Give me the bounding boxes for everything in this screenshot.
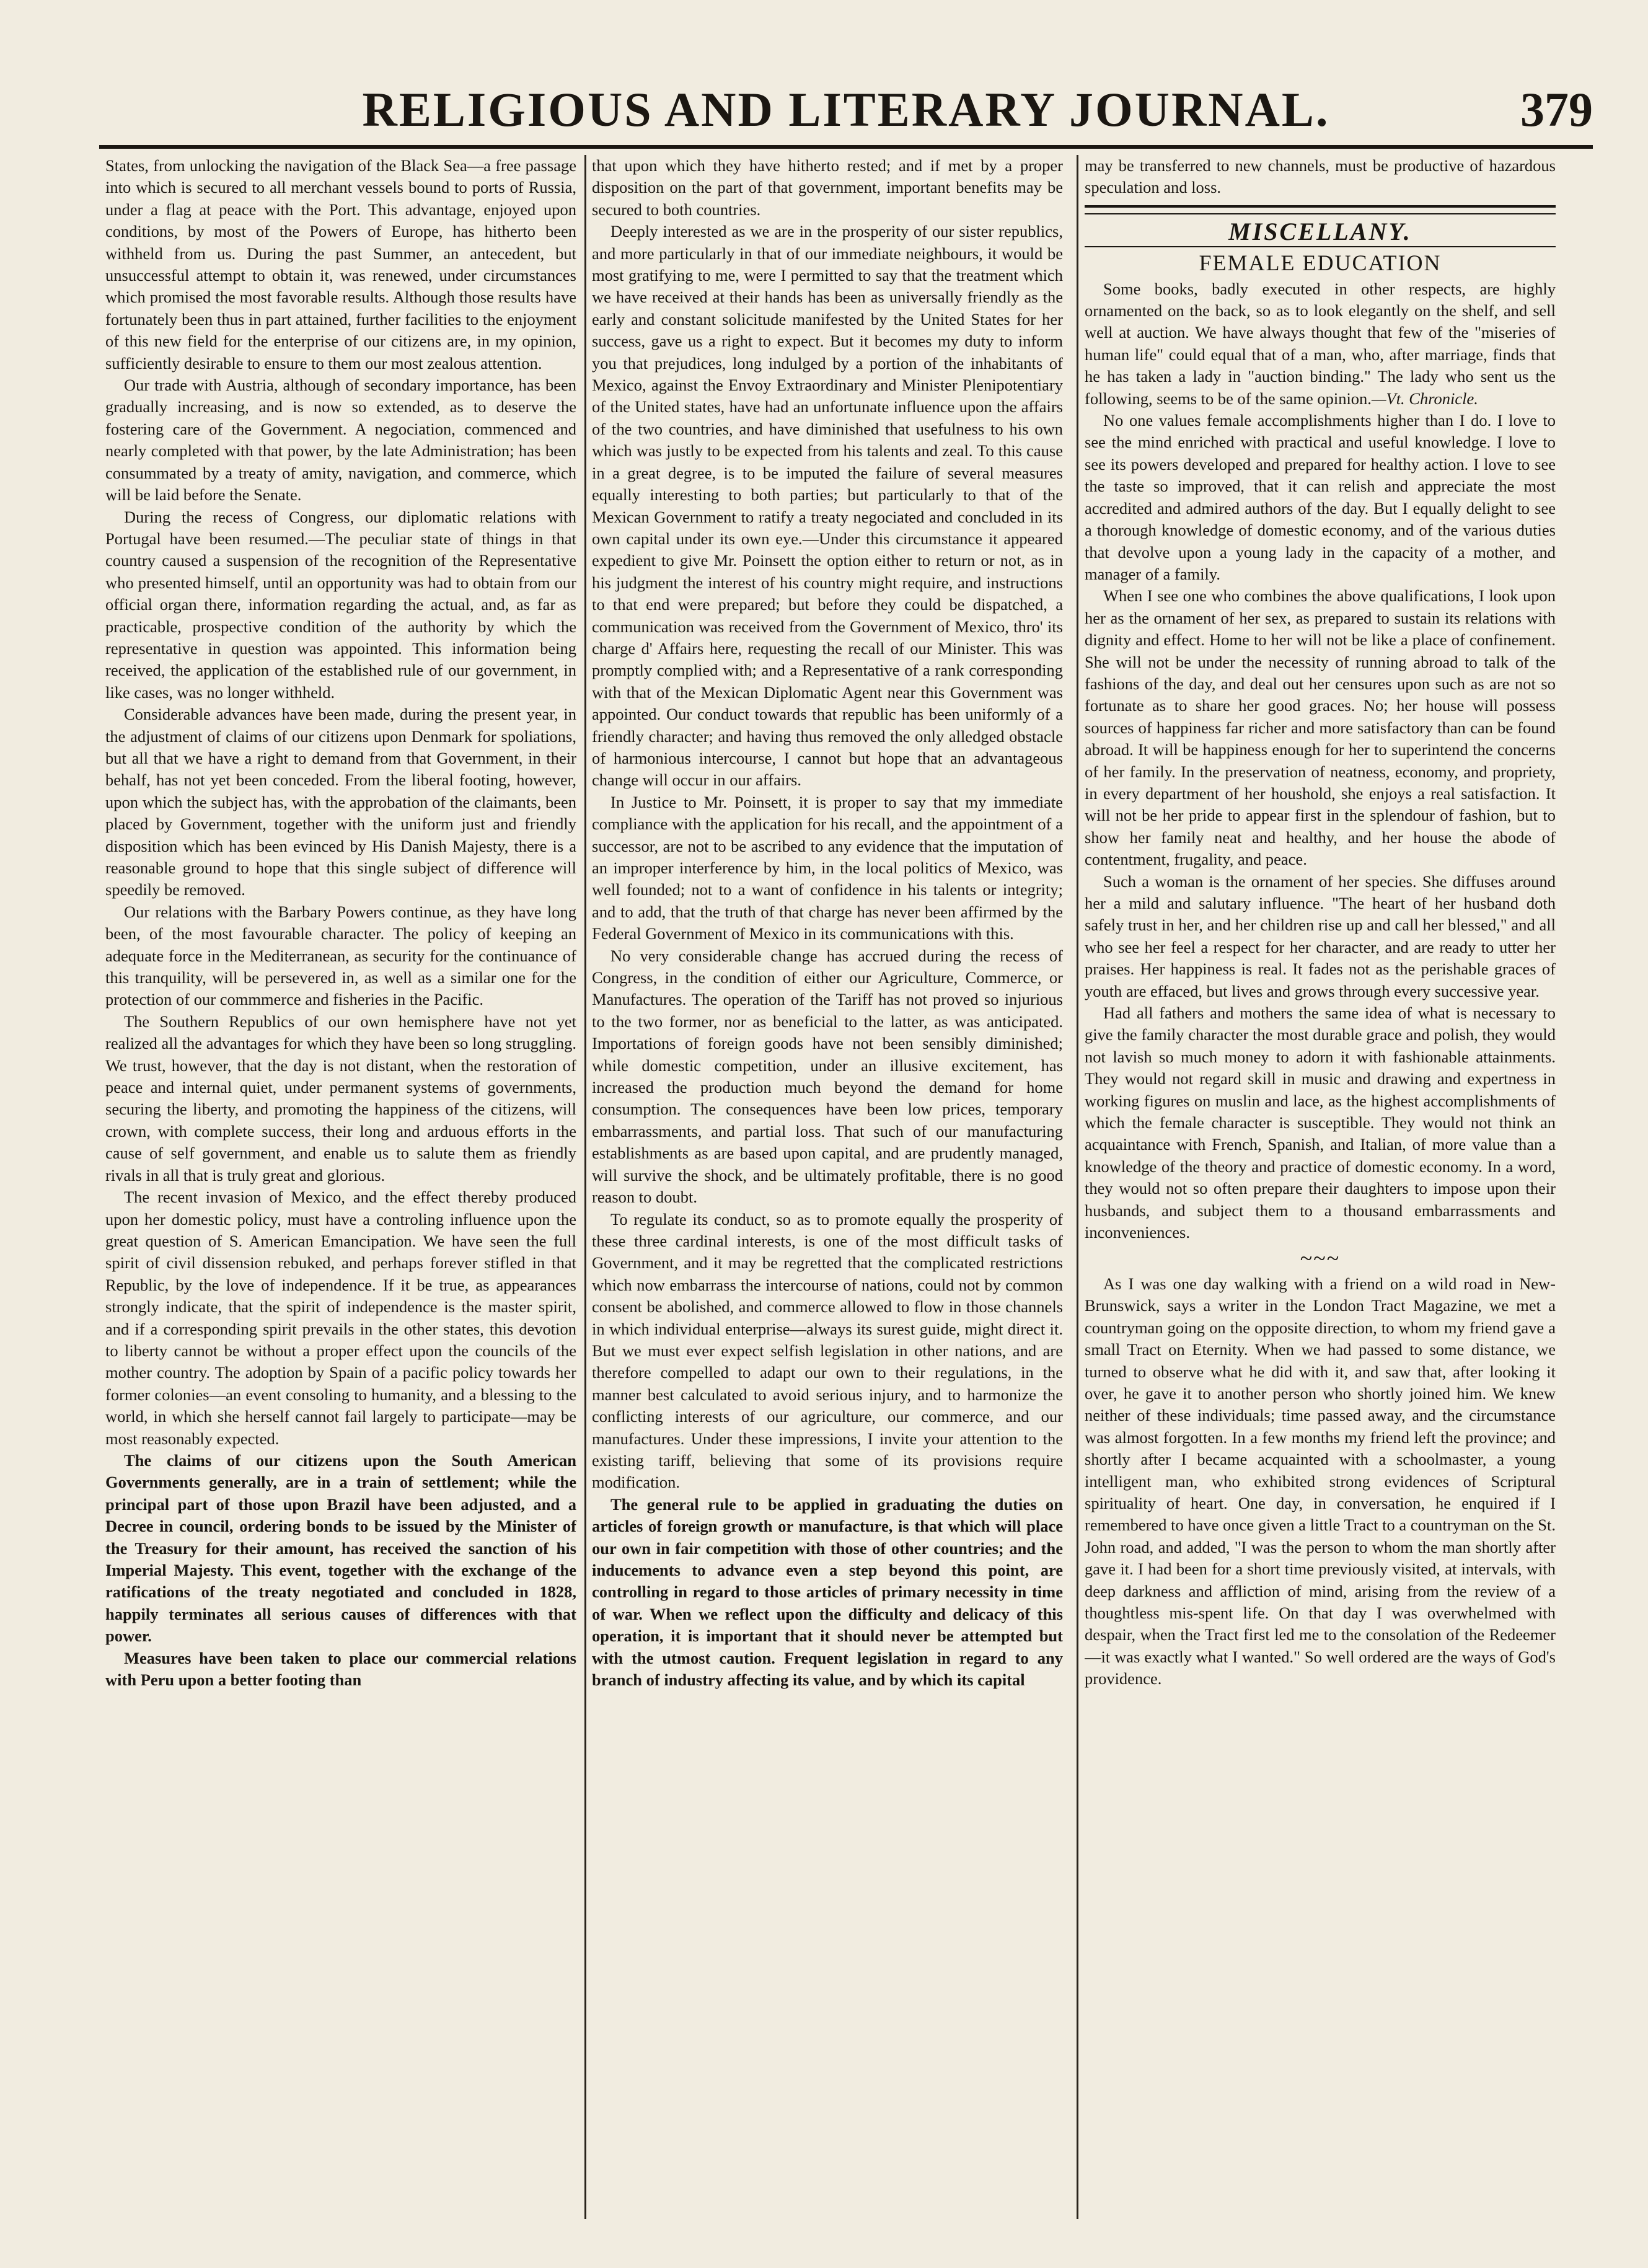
column-middle [592, 155, 1063, 2219]
column-divider [1077, 155, 1078, 2219]
paragraph: As I was one day walking with a friend on a wild road in New-Brunswick, says a writer in the London Tract Magazine, we met a countryman going on the opposite direction, to whom my friend gave a small Tract on Eternity. When we had passed to some distance, we turned to observe what he did with it, and saw that, after looking it over, he gave it to another person who shortly joined him. We knew neither of these individuals; time passed away, and the circumstance was almost forgotten. In a few months my friend left the province; and shortly after I became acquainted with a schoolmaster, a young intelligent man, who exhibited strong evidences of Scriptural spirituality of heart. One day, in conversation, he enquired if I remembered to have once given a little Tract to a countryman on the St. John road, and added, "I was the person to whom the man shortly after gave it. I had been for a short time previously visited, at intervals, with deep darkness and affliction of mind, arising from the review of a thoughtless mis-spent life. On that day I was overwhelmed with despair, when the Tract first led me to the consolation of the Redeemer—it was exactly what I wanted." So well ordered are the ways of God's providence. [1085, 1274, 1556, 1688]
intro-text: Some books, badly executed in other respects, are highly ornamented on the back, so as to look elegantly on the shelf, and sell well at auction. We have always thought that few of the "miseries of human life" could equal that of a man, who, after marriage, finds that he has taken a lady in "auction binding." The lady who sent us the following, seems to be of the same opinion. [1085, 279, 1556, 408]
paragraph: The claims of our citizens upon the South American Governments generally, are in a train of settlement; while the principal part of those upon Brazil have been adjusted, and a Decree in council, ordering bonds to be issued by the Minister of the Treasury for their amount, has received the sanction of his Imperial Majesty. This event, together with the exchange of the ratifications of the treaty negotiated and concluded in 1828, happily terminates all serious causes of differences with that power. [105, 1450, 576, 1646]
paragraph: The Southern Republics of our own hemisphere have not yet realized all the advantages for which they have been so long struggling. We trust, however, that the day is not distant, when the restoration of peace and internal quiet, under permanent systems of governments, securing the liberty, and promoting the happiness of the citizens, will crown, with complete success, their long and arduous efforts in the cause of self government, and enable us to salute them as friendly rivals in all that is truly great and glorious. [105, 1012, 576, 1185]
paragraph: No very considerable change has accrued during the recess of Congress, in the condition of either our Agriculture, Commerce, or Manufactures. The operation of the Tariff has not proved so injurious to the two former, nor as beneficial to the latter, as was anticipated. Importations of foreign goods have not been sensibly diminished; while domestic competition, under an illusive excitement, has increased the production much beyond the demand for home consumption. The consequences have been low prices, temporary embarrassments, and partial loss. That such of our manufacturing establishments as are based upon capital, and are prudently managed, will survive the shock, and be ultimately profitable, there is no good reason to doubt. [592, 946, 1063, 1207]
paragraph: Considerable advances have been made, during the present year, in the adjustment of claims of our citizens upon Denmark for spoliations, but all that we have a right to demand from that Government, in their behalf, has not yet been conceded. From the liberal footing, however, upon which the subject has, with the approbation of the claimants, been placed by Government, together with the uniform just and friendly disposition which has been evinced by His Danish Majesty, there is a reasonable ground to hope that this single subject of difference will speedily be removed. [105, 705, 576, 899]
paragraph: may be transferred to new channels, must be productive of hazardous speculation and loss. [1085, 156, 1556, 197]
column-right [1085, 155, 1556, 2219]
paragraph [1085, 278, 1556, 410]
source-credit: —Vt. Chronicle. [1371, 389, 1478, 408]
section-heading: MISCELLANY. [1228, 217, 1412, 245]
paragraph: No one values female accomplishments higher than I do. I love to see the mind enriched with practical and useful knowledge. I love to see its powers developed and prepared for healthy action. I love to see the taste so improved, that it can relish and appreciate the most accredited and admired authors of the day. But I equally delight to see a thorough knowledge of domestic economy, and of the various duties that devolve upon a young lady in the capacity of a mother, and manager of a family. [1085, 411, 1556, 583]
paragraph: Our relations with the Barbary Powers continue, as they have long been, of the most favourable character. The policy of keeping an adequate force in the Mediterranean, as security for the continuance of this tranquility, will be persevered in, as well as a similar one for the protection of our commmerce and fisheries in the Pacific. [105, 902, 576, 1009]
paragraph: States, from unlocking the navigation of the Black Sea—a free passage into which is secured to all merchant vessels bound to ports of Russia, under a flag at peace with the Port. This advantage, enjoyed upon conditions, by most of the Powers of Europe, has hitherto been withheld from us. During the past Summer, an antecedent, but unsuccessful attempt to obtain it, was renewed, under circumstances which promised the most favorable results. Although those results have fortunately been thus in part attained, further facilities to the enjoyment of this new field for the enterprise of our citizens are, in my opinion, sufficiently desirable to ensure to them our most zealous attention. [105, 156, 576, 373]
paragraph: During the recess of Congress, our diplomatic relations with Portugal have been resumed.—The peculiar state of things in that country caused a suspension of the recognition of the Representative who presented himself, until an opportunity was had to obtain from our official organ there, information regarding the actual, and, as far as practicable, prospective condition of the authority by which the representative in question was appointed. This information being received, the application of the established rule of our government, in like cases, was no longer withheld. [105, 507, 576, 702]
masthead [99, 74, 1593, 143]
column-divider [584, 155, 586, 2219]
paragraph: The general rule to be applied in graduating the duties on articles of foreign growth or manufacture, is that which will place our own in fair competition with those of other countries; and the inducements to advance even a step beyond this point, are controlling in regard to those articles of primary necessity in time of war. When we reflect upon the difficulty and delicacy of this operation, it is important that it should never be attempted but with the utmost caution. Frequent legislation in regard to any branch of industry affecting its value, and by which its capital [592, 1494, 1063, 1690]
article-title: FEMALE EDUCATION [1199, 250, 1442, 276]
heading-rule [1085, 246, 1556, 247]
paragraph: that upon which they have hitherto rested; and if met by a proper disposition on the part of that government, important benefits may be secured to both countries. [592, 156, 1063, 219]
paragraph: Had all fathers and mothers the same idea of what is necessary to give the family character the most durable grace and polish, they would not lavish so much money to adorn it with fashionable attainments. They would not regard skill in music and drawing and expertness in working figures on muslin and lace, as the highest accomplishments of which the female character is susceptible. They would not think an acquaintance with French, Spanish, and Italian, of more value than a knowledge of the theory and practice of domestic economy. In a word, they would not so often prepare their daughters to impose upon their husbands, and subject them to a thousand embarrassments and inconveniences. [1085, 1004, 1556, 1242]
paragraph: Deeply interested as we are in the prosperity of our sister republics, and more particularly in that of our immediate neighbours, it would be most gratifying to me, were I permitted to say that the treatment which we have received at their hands has been as universally friendly as the early and constant solicitude manifested by the United States for her success, gave us a right to expect. But it becomes my duty to inform you that prejudices, long indulged by a portion of the inhabitants of Mexico, against the Envoy Extraordinary and Minister Plenipotentiary of the United states, have had an unfortunate influence upon the affairs of the two countries, and have diminished that usefulness to his own which was justly to be expected from his talents and zeal. To this cause in a great degree, is to be imputed the failure of several measures equally interesting to both parties; but particularly to that of the Mexican Government to ratify a treaty negociated and concluded in its own capital under its own eye.—Under this circumstance it appeared expedient to give Mr. Poinsett the option either to return or not, as in his judgment the interest of his country might require, and instructions to that end were prepared; but before they could be dispatched, a communication was received from the Government of Mexico, thro' its charge d' Affairs here, requesting the recall of our Minister. This was promptly complied with; and a Representative of a rank corresponding with that of the Mexican Diplomatic Agent near this Government was appointed. Our conduct towards that republic has been uniformly of a friendly character; and having thus removed the only alledged obstacle of harmonious intercourse, I cannot but hope that an advantageous change will occur in our affairs. [592, 222, 1063, 790]
column-left [105, 155, 576, 2219]
page-number: 379 [1520, 82, 1593, 136]
paragraph: In Justice to Mr. Poinsett, it is proper to say that my immediate compliance with the application for his recall, and the appointment of a successor, are not to be ascribed to any evidence that the imputation of an improper interference by him, in the local politics of Mexico, was well founded; not to a want of confidence in his talents or integrity; and to add, that the truth of that charge has never been affirmed by the Federal Government of Mexico in its communications with this. [592, 792, 1063, 943]
paragraph: Such a woman is the ornament of her species. She diffuses around her a mild and salutary influence. "The heart of her husband doth safely trust in her, and her children rise up and call her blessed," and all who see her feel a respect for her character, and are ready to utter her praises. Her happiness is real. It fades not as the perishable graces of youth are effaced, but lives and grows through every successive year. [1085, 871, 1556, 1000]
journal-title: RELIGIOUS AND LITERARY JOURNAL. [362, 82, 1330, 136]
paragraph: The recent invasion of Mexico, and the effect thereby produced upon her domestic policy, must have a controling influence upon the great question of S. American Emancipation. We have seen the full spirit of civil dissension rebuked, and perhaps forever stifled in that Republic, by the love of independence. If it be true, as appearances strongly indicate, that the spirit of independence is the master spirit, and if a corresponding spirit prevails in the other states, this devotion to liberty cannot be without a proper effect upon the councils of the mother country. The adoption by Spain of a pacific policy towards her former colonies—an event consoling to humanity, and a blessing to the world, in which she herself cannot fail largely to participate—may be most reasonably expected. [105, 1188, 576, 1448]
paragraph: Measures have been taken to place our commercial relations with Peru upon a better footing than [105, 1648, 576, 1690]
ornament-divider: ~~~ [1300, 1245, 1341, 1271]
section-rule [1085, 205, 1556, 214]
paragraph: To regulate its conduct, so as to promote equally the prosperity of these three cardinal interests, is one of the most difficult tasks of Government, and it may be regretted that the complicated restrictions which now embarrass the intercourse of nations, could not by common consent be abolished, and commerce allowed to flow in those channels in which individual enterprise—always its surest guide, might direct it. But we must ever expect selfish legislation in other nations, and are therefore compelled to adapt our own to their regulations, in the manner best calculated to avoid serious injury, and to harmonize the conflicting interests of our agriculture, our commerce, and our manufactures. Under these impressions, I invite your attention to the existing tariff, believing that some of its provisions require modification. [592, 1209, 1063, 1492]
paragraph: When I see one who combines the above qualifications, I look upon her as the ornament of her sex, as prepared to sustain its relations with dignity and effect. Home to her will not be like a place of confinement. She will not be under the necessity of running abroad to talk of the fashions of the day, and deal out her censures upon such as are not so fortunate as to share her good graces. No; her house will possess sources of happiness far richer and more satisfactory than can be found abroad. It will be happiness enough for her to superintend the concerns of her family. In the preservation of neatness, economy, and propriety, in every department of her houshold, she enjoys a real satisfaction. It will not be her pride to appear first in the splendour of fashion, but to show her family neat and healthy, and her house the abode of contentment, frugality, and peace. [1085, 586, 1556, 869]
paragraph: Our trade with Austria, although of secondary importance, has been gradually increasing, and is now so extended, as to deserve the fostering care of the Government. A negociation, commenced and nearly completed with that power, by the late Administration; has been consummated by a treaty of amity, navigation, and commerce, which will be laid before the Senate. [105, 376, 576, 505]
header-rule [99, 145, 1593, 149]
